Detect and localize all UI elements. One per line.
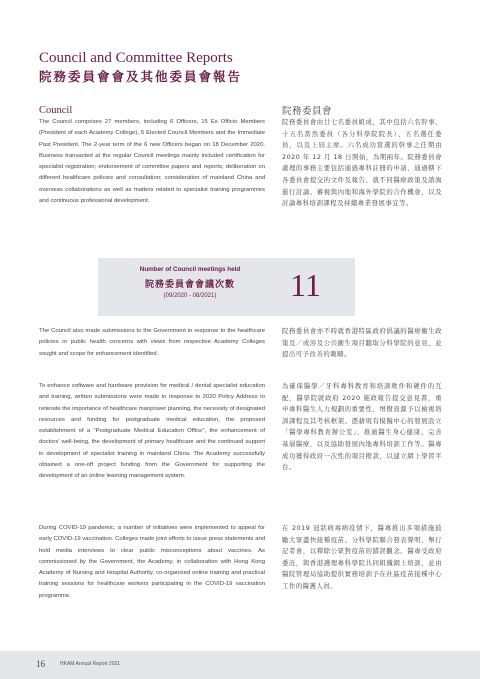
page-footer (0, 651, 480, 679)
council-meetings-stat-box (98, 258, 355, 316)
stat-period: (09/2020 - 08/2021) (163, 293, 217, 299)
council-paragraph-3-chinese: 為確保醫學／牙科專科教育和培訓軟件和硬件的互配，醫學院就政府 2020 施政報告提交意見書，重申專科醫生人力規劃的重要性、增撥資源予以檢視培訓課程及其考核框架、憑藉現有模擬中心的發展設立「醫學專科教育辦公室」、推廣醫生身心健康、完善基層醫療，以及協助發展內地專科培訓工作等。醫專成功獲得政府一次性的項目撥款，以建立網上學習平台。 (282, 382, 442, 472)
page-title-chinese: 院務委員會會及其他委員會報告 (39, 69, 243, 84)
council-heading: Council (39, 105, 73, 116)
page-title: Council and Committee Reports (39, 50, 233, 66)
council-paragraph-2: The Council also made submissions to the Government in response to the healthcare policies or public health concerns with views from respective Academy Colleges sought and scope for enhancement identified. (39, 328, 265, 357)
council-paragraph-4: During COVID-19 pandemic, a number of initiatives were implemented to appeal for early COVID-19 vaccination. Colleges made joint efforts to issue press statements and hold media interviews to clear public misconceptions about vaccines. As commissioned by the Government, the Academy, in collaboration with Hong Kong Academy of Nursing and Hospital Authority, co-organised online training and practical training sessions for healthcare workers participating in the COVID-19 vaccination programme. (39, 525, 265, 599)
stat-value: 11 (290, 267, 321, 303)
council-paragraph-1: The Council comprises 27 members, including 6 Officers, 15 Ex Officio Members (President of each Academy College), 5 Elected Council Members and the Immediate Past President. The 2-year term of the 6 new Officers began on 18 December 2020. Business transacted at the regular Council meetings mainly included certification for specialist registration; endorsement of committee papers and reports; deliberation on different healthcare policies and consultation; consideration of mainland China and overseas collaborations as well as matters related to specialist training programmes and continuous professional development. (39, 119, 265, 204)
page-number: 16 (36, 659, 45, 669)
council-paragraph-4-chinese: 在 2019 冠狀病毒病疫情下，醫專推出多項措施鼓勵大眾盡快接種疫苗。分科學院聯合發表聲明、舉行記者會，以釋除公眾對疫苗的錯誤觀念。醫專受政府委託，與香港護理專科學院共同組織網上培訓，並由醫院管理局協助提供實務培訓予在社區疫苗接種中心工作的醫護人員。 (282, 524, 442, 590)
council-paragraph-2-chinese: 院務委員會亦不時就香港特區政府倡議的醫療衞生政策及／或涉及公共衞生項目聽取分科學院的意見，並提出可予改善的範疇。 (282, 327, 442, 359)
council-heading-chinese: 院務委員會 (282, 106, 333, 117)
council-paragraph-3: To enhance software and hardware provision for medical / dental specialist education and training, written submissions were made in response to 2020 Policy Address to reiterate the importance of healthcare manpower planning, the necessity of designated resources and funding for postgraduate medical education, the proposed establishment of a "Postgraduate Medical Education Office", the enhancement of doctors' well-being, the development of primary healthcare and the continued support in development of specialist training in mainland China. The Academy successfully obtained a one-off project funding from the Government for supporting the development of an online learning management system. (39, 383, 265, 479)
council-paragraph-1-chinese: 院務委員會由廿七名委員組成，其中包括六名幹事、十五名當然委員（各分科學院院長）、五名選任委員，以及上屆主席。六名成功當選的幹事之任期由 2020 年 12 月 18 日開始，為期兩年。院務委員會處理的事務主要包括通過專科註冊的申請、通過轄下各委員會提交的文件及報告、就不同醫療政策及諮詢進行討論、審視與內地和海外學院的合作機會，以及討論專科培訓課程及持續專業發展事宜等。 (282, 118, 442, 208)
report-name: HKAM Annual Report 2021 (60, 661, 121, 667)
stat-label-chinese: 院務委員會會議次數 (144, 280, 235, 290)
stat-label: Number of Council meetings held (139, 266, 241, 273)
